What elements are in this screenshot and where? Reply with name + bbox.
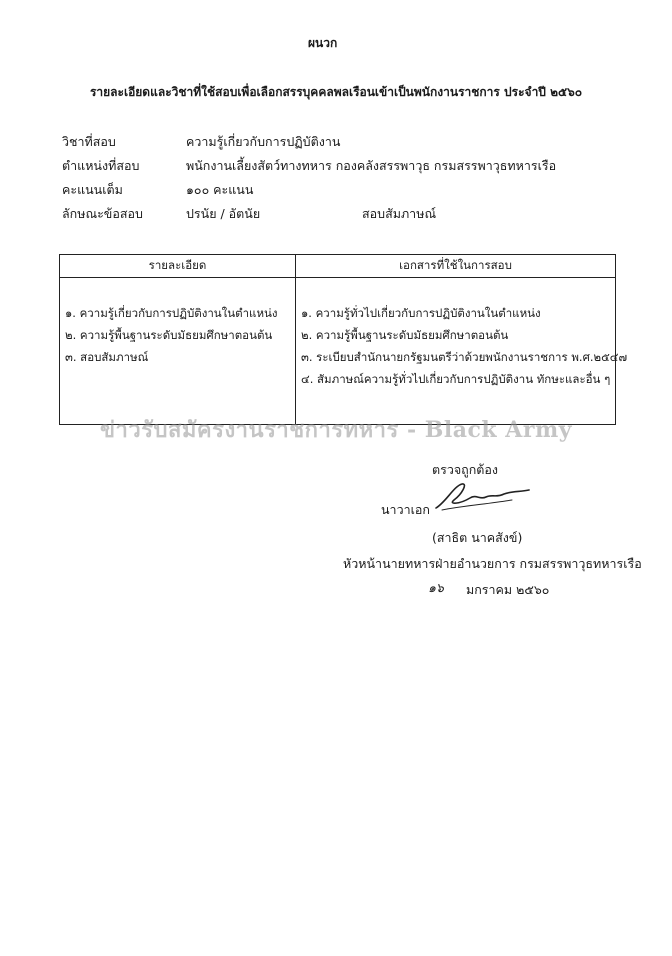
appendix-heading: ผนวก	[308, 36, 338, 50]
column-header-details: รายละเอียด	[60, 255, 296, 278]
column-header-documents: เอกสารที่ใช้ในการสอบ	[296, 255, 616, 278]
table-header-row	[60, 255, 616, 278]
signer-position: หัวหน้านายทหารฝ่ายอำนวยการ กรมสรรพาวุธทหารเรือ	[343, 556, 642, 571]
list-item: ๑. ความรู้ทั่วไปเกี่ยวกับการปฏิบัติงานในตำแหน่ง	[301, 306, 541, 320]
verified-text: ตรวจถูกต้อง	[432, 462, 499, 477]
signer-name: (สาธิต นาคสังข์)	[432, 530, 523, 545]
signature-day: ๑๖	[428, 580, 444, 595]
exam-type-label: ลักษณะข้อสอบ	[62, 206, 143, 221]
handwritten-signature-icon	[432, 480, 532, 514]
score-label: คะแนนเต็ม	[62, 182, 123, 197]
signature-month-year: มกราคม ๒๕๖๐	[466, 582, 550, 597]
list-item: ๑. ความรู้เกี่ยวกับการปฏิบัติงานในตำแหน่ง	[65, 306, 278, 320]
exam-type-value-interview: สอบสัมภาษณ์	[362, 206, 437, 221]
subject-value: ความรู้เกี่ยวกับการปฏิบัติงาน	[186, 134, 341, 149]
exam-type-value: ปรนัย / อัตนัย	[186, 206, 261, 221]
table-row	[60, 278, 616, 425]
list-item: ๒. ความรู้พื้นฐานระดับมัธยมศึกษาตอนต้น	[65, 328, 273, 342]
list-item: ๒. ความรู้พื้นฐานระดับมัธยมศึกษาตอนต้น	[301, 328, 509, 342]
score-value: ๑๐๐ คะแนน	[186, 182, 254, 197]
watermark-text: ข่าวรับสมัครงานราชการทหาร - Black Army	[99, 417, 573, 443]
list-item: ๓. สอบสัมภาษณ์	[65, 350, 149, 364]
position-value: พนักงานเลี้ยงสัตว์ทางทหาร กองคลังสรรพาวุธ กรมสรรพาวุธทหารเรือ	[186, 158, 557, 173]
subject-label: วิชาที่สอบ	[62, 134, 116, 149]
list-item: ๓. ระเบียบสำนักนายกรัฐมนตรีว่าด้วยพนักงานราชการ พ.ศ.๒๕๔๗	[301, 350, 628, 364]
details-cell	[60, 278, 296, 425]
document-title: รายละเอียดและวิชาที่ใช้สอบเพื่อเลือกสรรบุคคลพลเรือนเข้าเป็นพนักงานราชการ ประจำปี ๒๕๖๐	[89, 85, 583, 99]
signer-rank: นาวาเอก	[381, 502, 430, 517]
position-label: ตำแหน่งที่สอบ	[62, 158, 140, 173]
exam-table	[59, 254, 628, 425]
list-item: ๔. สัมภาษณ์ความรู้ทั่วไปเกี่ยวกับการปฏิบัติงาน ทักษะและอื่น ๆ	[301, 372, 611, 386]
documents-cell	[296, 278, 628, 425]
